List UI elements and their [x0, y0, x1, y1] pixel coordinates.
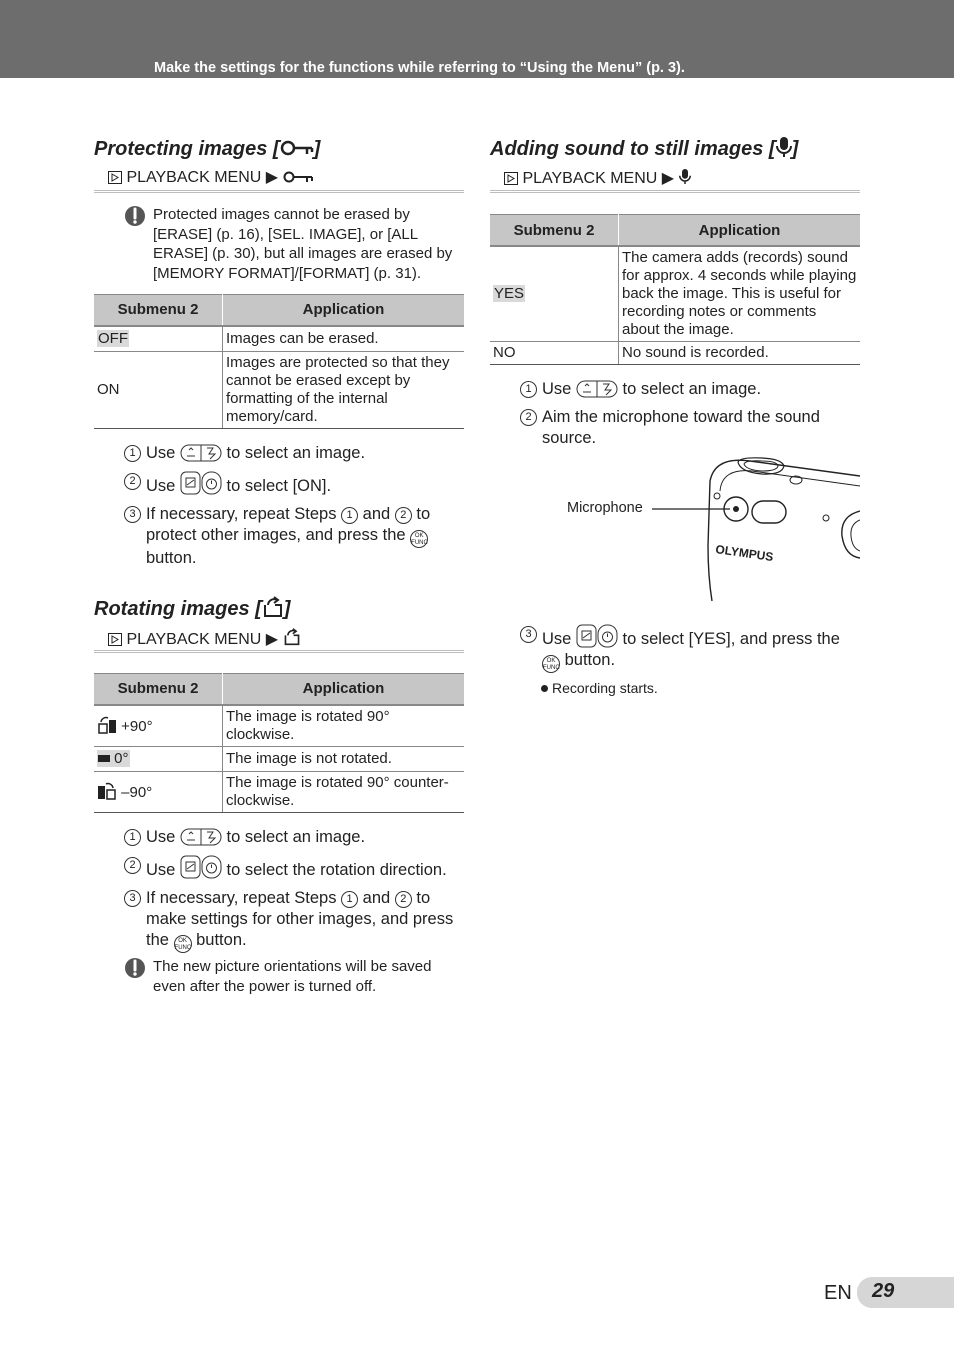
sound-header-submenu: Submenu 2 — [490, 215, 619, 247]
rotate-table — [94, 673, 464, 813]
option-minus90-desc: The image is rotated 90° counter-clockwise. — [223, 771, 465, 812]
table-row — [94, 351, 464, 428]
sound-title: Adding sound to still images [ ] — [490, 138, 799, 160]
rotate-cw-icon — [97, 716, 117, 734]
table-row — [490, 342, 860, 365]
option-plus90: +90° — [121, 717, 153, 735]
rotate-title: Rotating images [ ] — [94, 597, 291, 620]
rotate-steps — [94, 827, 464, 953]
table-row — [490, 246, 860, 342]
playback-icon — [108, 633, 122, 646]
playback-icon — [504, 172, 518, 185]
sound-table — [490, 214, 860, 365]
protect-menu-path: PLAYBACK MENU ▶ — [94, 168, 464, 193]
option-plus90-desc: The image is rotated 90° clockwise. — [223, 705, 465, 747]
page-number: 29 — [872, 1280, 895, 1302]
rotate-caution-note: The new picture orientations will be saved even after the power is turned off. — [94, 957, 464, 996]
up-down-arrow-buttons-icon — [576, 624, 618, 648]
rotate-header-application: Application — [223, 673, 465, 705]
playback-icon — [108, 171, 122, 184]
left-right-arrow-buttons-icon — [180, 828, 222, 846]
left-column — [94, 136, 464, 996]
sound-steps-b — [490, 624, 860, 673]
list-item: 1 Use to select an image. — [94, 827, 464, 848]
sound-steps-a — [490, 379, 860, 449]
no-rotate-icon — [98, 754, 110, 763]
rotate-menu-path: PLAYBACK MENU ▶ — [94, 628, 464, 653]
table-row — [94, 746, 464, 771]
list-item: 2 Use to select [ON]. — [94, 471, 464, 497]
top-banner — [0, 0, 954, 78]
left-right-arrow-buttons-icon — [576, 380, 618, 398]
list-item: 3 If necessary, repeat Steps 1 and 2 to make settings for other images, and press the OK FUNC button. — [94, 888, 464, 953]
right-column — [490, 136, 860, 696]
option-yes: YES — [494, 285, 525, 302]
page-number-box — [857, 1277, 954, 1308]
option-no-desc: No sound is recorded. — [619, 342, 861, 365]
protect-key-icon — [280, 139, 314, 157]
option-on: ON — [94, 351, 223, 428]
language-label: EN — [824, 1282, 852, 1304]
microphone-icon — [776, 136, 792, 158]
ok-func-button-icon: OK FUNC — [542, 655, 560, 673]
protect-table — [94, 294, 464, 429]
rotate-icon — [262, 596, 284, 618]
microphone-icon — [679, 168, 691, 185]
caution-icon — [124, 205, 146, 227]
sound-header-application: Application — [619, 215, 861, 247]
protect-header-application: Application — [223, 294, 465, 326]
protect-title: Protecting images [ ] — [94, 138, 321, 160]
option-minus90: –90° — [121, 783, 153, 801]
list-item: 3 If necessary, repeat Steps 1 and 2 to protect other images, and press the OK FUNC button. — [94, 504, 464, 569]
option-no: NO — [490, 342, 619, 365]
protect-key-icon — [283, 170, 313, 184]
option-zero-desc: The image is not rotated. — [223, 746, 465, 771]
up-down-arrow-buttons-icon — [180, 855, 222, 879]
rotate-ccw-icon — [97, 782, 117, 800]
caution-icon — [124, 957, 146, 979]
ok-func-button-icon: OK FUNC — [174, 935, 192, 953]
option-on-desc: Images are protected so that they cannot be erased except by formatting of the internal memory/card. — [223, 351, 465, 428]
list-item: 1 Use to select an image. — [94, 443, 464, 464]
camera-drawing — [490, 456, 860, 606]
protect-header-submenu: Submenu 2 — [94, 294, 223, 326]
list-item: 1 Use to select an image. — [490, 379, 860, 400]
option-yes-desc: The camera adds (records) sound for approx. 4 seconds while playing back the image. This is useful for recording notes or comments about the image. — [619, 246, 861, 342]
microphone-label: Microphone — [567, 500, 643, 516]
rotate-icon — [283, 628, 301, 646]
recording-bullet: Recording starts. — [490, 680, 860, 696]
menu-hint: Make the settings for the functions while referring to “Using the Menu” (p. 3). — [154, 60, 685, 76]
camera-brand: OLYMPUS — [714, 542, 775, 565]
list-item: 3 Use to select [YES], and press the OK FUNC button. — [490, 624, 860, 673]
sound-menu-path: PLAYBACK MENU ▶ — [490, 168, 860, 193]
protect-caution-note: Protected images cannot be erased by [ERASE] (p. 16), [SEL. IMAGE], or [ALL ERASE] (p. 30), but all images are erased by [MEMORY FORMAT]/[FORMAT] (p. 31). — [94, 205, 464, 284]
protect-steps — [94, 443, 464, 569]
table-row — [94, 771, 464, 812]
option-zero: 0° — [97, 750, 130, 767]
list-item: 2 Use to select the rotation direction. — [94, 855, 464, 881]
ok-func-button-icon: OK FUNC — [410, 530, 428, 548]
left-right-arrow-buttons-icon — [180, 444, 222, 462]
list-item: 2 Aim the microphone toward the sound source. — [490, 407, 860, 449]
option-off-desc: Images can be erased. — [223, 326, 465, 352]
table-row — [94, 705, 464, 747]
table-row — [94, 326, 464, 352]
up-down-arrow-buttons-icon — [180, 471, 222, 495]
rotate-header-submenu: Submenu 2 — [94, 673, 223, 705]
option-off: OFF — [98, 329, 128, 347]
camera-illustration — [490, 456, 860, 606]
